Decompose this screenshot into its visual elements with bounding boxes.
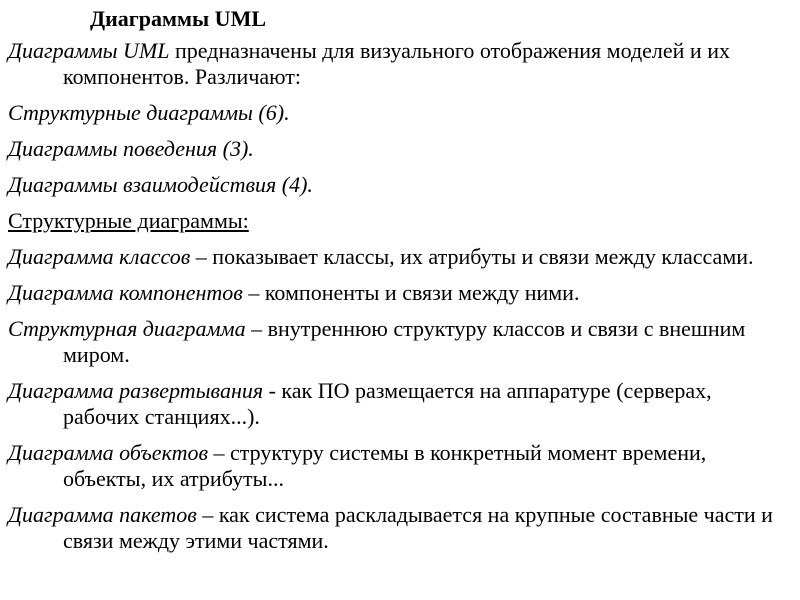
definition-class-diagram xyxy=(8,244,786,270)
definition-structure-diagram xyxy=(8,316,786,368)
definition-text: – компоненты и связи между ними. xyxy=(242,280,580,305)
definition-term: Диаграмма развертывания xyxy=(8,378,264,403)
category-interaction: Диаграммы взаимодействия (4). xyxy=(8,172,313,197)
definition-object-diagram xyxy=(8,440,786,492)
definition-text: - как ПО размещается на аппаратуре (серверах, рабочих станциях...). xyxy=(63,378,712,429)
category-behavior: Диаграммы поведения (3). xyxy=(8,136,254,161)
definition-term: Диаграмма компонентов xyxy=(8,280,243,305)
definition-component-diagram xyxy=(8,280,786,306)
intro-paragraph xyxy=(8,38,786,90)
definition-package-diagram xyxy=(8,502,786,554)
page-title: Диаграммы UML xyxy=(90,6,267,31)
category-structural: Структурные диаграммы (6). xyxy=(8,100,290,125)
definition-text: – структуру системы в конкретный момент времени, объекты, их атрибуты... xyxy=(63,440,707,491)
definition-text: – как система раскладывается на крупные составные части и связи между этими частями. xyxy=(63,502,773,553)
definition-text: – показывает классы, их атрибуты и связи между классами. xyxy=(190,244,754,269)
intro-text: предназначены для визуального отображения моделей и их компонентов. Различают: xyxy=(63,38,730,89)
definition-term: Структурная диаграмма xyxy=(8,316,246,341)
definition-deployment-diagram xyxy=(8,378,786,430)
intro-term: Диаграммы UML xyxy=(8,38,170,63)
definition-term: Диаграмма объектов xyxy=(8,440,209,465)
definition-term: Диаграмма классов xyxy=(8,244,191,269)
definition-text: – внутреннюю структуру классов и связи с внешним миром. xyxy=(63,316,746,367)
section-heading: Структурные диаграммы: xyxy=(8,208,249,233)
definition-term: Диаграмма пакетов xyxy=(8,502,197,527)
